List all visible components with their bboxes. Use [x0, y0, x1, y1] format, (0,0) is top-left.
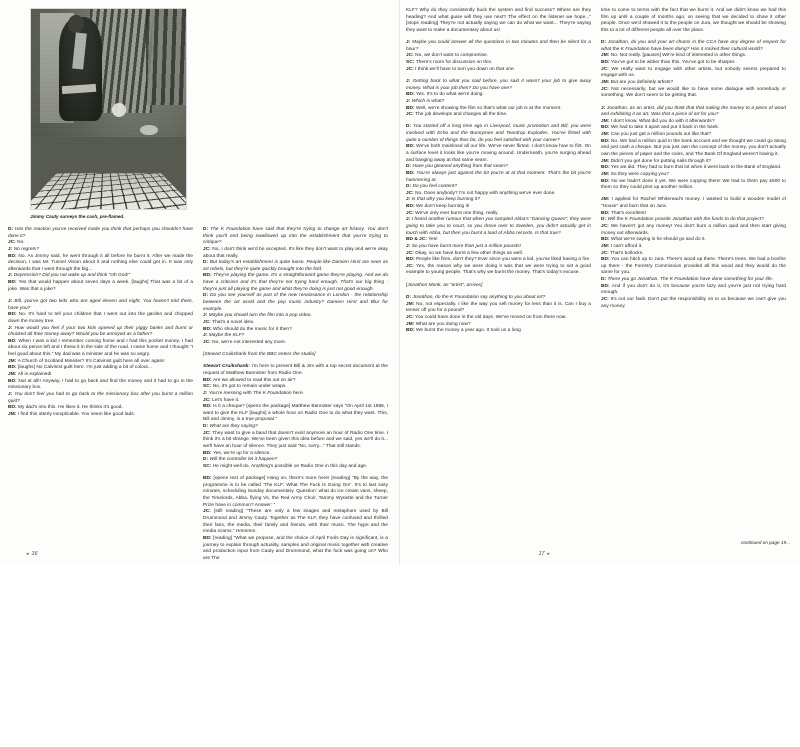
- interview-line: [406, 328, 591, 335]
- speech-text: [Jonathon Monk, an “artist”, arrives]: [406, 282, 483, 288]
- interview-line: [601, 277, 786, 284]
- speaker-label: J:: [406, 197, 412, 203]
- speech-text: We don't keep burning it!: [415, 204, 470, 210]
- speech-text: So they were copying you?: [610, 171, 669, 177]
- interview-line: [601, 224, 786, 237]
- speaker-label: BD:: [601, 178, 612, 184]
- speech-text: Maybe the KLF?: [208, 333, 245, 339]
- text-column-2: [203, 227, 388, 747]
- interview-line: [601, 244, 786, 251]
- speaker-label: JM:: [601, 171, 611, 177]
- speech-text: You're messing with The K Foundation here.: [208, 390, 305, 396]
- speech-text: Has the reaction you've received made you think that perhaps you shouldn't have done it?: [8, 227, 193, 239]
- interview-line: [601, 8, 786, 35]
- speaker-label: Stewart Cruikshank:: [203, 364, 252, 370]
- speech-text: Jonathan, do the K Foundation say anything to you about art?: [412, 294, 546, 300]
- speaker-label: D:: [203, 457, 210, 463]
- speech-text: We've only ever burnt one thing, really.: [415, 210, 499, 216]
- speech-text: That's a novel idea.: [212, 319, 255, 325]
- speaker-label: D:: [601, 277, 608, 283]
- interview-line: [8, 392, 193, 405]
- interview-line: [406, 60, 591, 67]
- interview-line: [406, 40, 591, 53]
- interview-line: [8, 299, 193, 312]
- speaker-label: JC:: [203, 319, 213, 325]
- speech-text: Do you see yourself as part of the new renaissance in London - the relationship between the art world and the pop music industry? Damien Hirst and Blur for example.: [203, 293, 388, 312]
- speech-text: [Stewart Cruikshank from the BBC enters the studio]: [203, 352, 316, 358]
- interview-line: [601, 139, 786, 159]
- speaker-label: JM:: [8, 411, 18, 417]
- speaker-label: D:: [8, 227, 15, 232]
- interview-line: [8, 247, 193, 254]
- interview-line: [601, 67, 786, 80]
- speech-text: I applied for Rachel Whiteread's money. I wanted to build a wooden model of “House” and burn that on Jura.: [601, 197, 786, 210]
- speaker-label: BD:: [601, 257, 612, 263]
- speaker-label: BD:: [203, 326, 213, 332]
- speech-text: I heard another rumour that when you sampled Abba's “Dancing Queen”, they were going to take you to court, so you drove over to Sweden, you didn't actually get in touch with Abba, but then you burnt a load of Abba records. Is that true?: [406, 217, 591, 236]
- speaker-label: JC:: [406, 314, 416, 320]
- speech-text: Can you just get a million pounds out like that?: [610, 132, 712, 138]
- interview-line: [203, 340, 388, 347]
- speaker-label: BD:: [203, 273, 214, 279]
- speaker-label: BD:: [203, 404, 214, 410]
- speech-text: We've both mainlined all our life. We've never flirted. I don't know how to flirt. On a surface level it looks like you're moving around. Underneath, you're surging ahead and banging away at that same seam.: [406, 144, 591, 163]
- speaker-label: JC:: [406, 66, 416, 72]
- interview-line: [601, 40, 786, 53]
- speech-text: Getting back to what you said before, you said it wasn't your job to give away money. What is your job then? Do you have one?: [406, 78, 591, 91]
- interview-line: [406, 237, 591, 244]
- speaker-label: D:: [203, 424, 210, 430]
- speech-text: You started off a long time ago in Liverpool, music promotion and Bill, you were involved with Echo and the Bunnymen and Teardrop Explodes. You've flirted with quite a number of things thus far, do you feel satisfied with your career?: [406, 124, 592, 143]
- speaker-label: JM:: [601, 243, 611, 249]
- interview-line: [8, 339, 193, 359]
- continued-note: continued on page 19...: [741, 540, 790, 545]
- photo-figure: [30, 8, 185, 210]
- speaker-label: BD:: [601, 165, 611, 171]
- interview-line: [406, 8, 591, 35]
- speech-text: No.: [17, 240, 25, 246]
- interview-line: [601, 80, 786, 87]
- speech-text: Will the controller let it happen?: [209, 457, 278, 463]
- speaker-label: JC:: [406, 210, 416, 216]
- speech-text: What are you doing now?: [415, 321, 471, 327]
- speaker-label: JM:: [601, 53, 611, 59]
- interview-line: [601, 179, 786, 192]
- speech-text: Yes!: [428, 237, 438, 243]
- speaker-label: J:: [601, 105, 607, 111]
- interview-line: [601, 106, 786, 119]
- speaker-label: J:: [8, 391, 15, 397]
- speech-text: No, I don't think we'd be accepted. It's like they don't want to play and we're okay about that really.: [203, 246, 388, 259]
- speech-text: You're always just against the bit you're at at that moment. That's the bit you're hammering at.: [406, 170, 591, 183]
- speaker-label: J:: [406, 98, 412, 104]
- speaker-label: BD:: [8, 338, 19, 344]
- speaker-label: D:: [406, 124, 414, 130]
- speaker-label: BD:: [406, 328, 416, 334]
- interview-line: [8, 405, 193, 412]
- left-page-columns: [8, 227, 394, 747]
- speaker-label: J:: [203, 333, 209, 339]
- speaker-label: JC:: [601, 297, 611, 303]
- speaker-label: JM:: [406, 301, 417, 307]
- speaker-label: BD:: [601, 125, 611, 131]
- speaker-label: JC:: [406, 263, 417, 269]
- interview-line: [8, 227, 193, 240]
- speaker-label: BD:: [601, 283, 612, 289]
- stage-direction: [406, 283, 591, 290]
- speaker-label: BD:: [8, 253, 19, 259]
- speaker-label: JC:: [406, 250, 416, 256]
- interview-line: [203, 384, 388, 391]
- speech-text: They want to give a band that doesn't exist anymore an hour of Radio One time. I think it's a bit strange. We've been given this idea before and we said, yes we'll do it... we'll have an hour of silence. They just said “No, sorry...” That still stands.: [203, 430, 388, 450]
- interview-line: [8, 254, 193, 274]
- interview-line: [406, 124, 591, 144]
- interview-line: [406, 184, 591, 191]
- interview-line: [601, 197, 786, 210]
- speaker-label: D:: [406, 164, 413, 170]
- interview-line: [203, 273, 388, 293]
- left-page: [0, 0, 400, 565]
- speech-text: No, it's got to remain under wraps.: [212, 384, 287, 390]
- interview-line: [8, 240, 193, 247]
- speech-text: [reading] “What we propose, and the choice of April Fools Day is significant, is a journey to explain through actuality, samples and original music together with creative and production input from Cauty and Drummond, what the fuck was going on? Who are The: [203, 535, 388, 561]
- speaker-label: JM:: [601, 158, 611, 164]
- speaker-label: SC:: [203, 384, 213, 390]
- speech-text: Will the K Foundation provide Jonathan with the funds to do that project?: [607, 217, 764, 223]
- speech-text: No. It's hard to tell your children that I went out into the garden and chopped down the money tree.: [8, 312, 194, 324]
- interview-line: [203, 227, 388, 247]
- speaker-label: D:: [203, 260, 210, 266]
- speech-text: Didn't you get done for putting nails through it?: [610, 158, 712, 164]
- speech-text: Yes, the reason why we were doing it was that we were trying to set a good example to young people. That's why we burnt the money. That's today's excuse.: [406, 263, 591, 276]
- interview-line: [203, 457, 388, 464]
- right-page: [400, 0, 800, 565]
- speaker-label: D:: [406, 294, 413, 300]
- speaker-label: D:: [601, 217, 608, 223]
- interview-line: [8, 379, 193, 392]
- interview-line: [601, 165, 786, 172]
- speech-text: Yes. It's to do what we're doing.: [415, 92, 484, 98]
- speaker-label: J:: [203, 390, 209, 396]
- speech-text: He might well do. Anything's possible on Radio One in this day and age.: [212, 463, 368, 469]
- speech-text: You could have done in the old days. We've moved on from there now.: [415, 314, 567, 320]
- right-page-number: 17: [538, 551, 545, 557]
- speech-text: time to come to terms with the fact that we burnt it. And we didn't know we had this film up until a couple of months ago, on seeing that we decided to show it other people. Once we'd showed it to the people on Jura, we thought we should be showing this to a lot of different people all over the place.: [601, 8, 786, 33]
- speaker-label: J:: [8, 246, 14, 252]
- interview-line: [203, 333, 388, 340]
- left-folio: [26, 551, 38, 557]
- speaker-label: BD:: [8, 312, 19, 318]
- speech-text: We had to take it apart and put it back in the bank.: [610, 125, 720, 131]
- speaker-label: J:: [8, 325, 15, 331]
- speaker-label: BD & JC:: [406, 237, 429, 243]
- speaker-label: J:: [406, 78, 413, 84]
- speech-text: What are they saying?: [209, 424, 258, 430]
- speech-text: So you have burnt more than just a million pounds!: [411, 243, 521, 249]
- interview-line: [406, 79, 591, 92]
- speaker-label: BD:: [406, 257, 416, 263]
- speech-text: Well, we're showing the film so that's what our job is at the moment.: [415, 105, 562, 111]
- interview-line: [203, 293, 388, 313]
- speaker-label: BD:: [406, 105, 416, 111]
- speaker-label: BD:: [203, 535, 214, 541]
- interview-line: [203, 364, 388, 377]
- speaker-label: J:: [406, 243, 412, 249]
- interview-line: [601, 217, 786, 224]
- speech-text: No regrets?: [13, 246, 40, 252]
- speaker-label: JM:: [8, 372, 18, 378]
- speech-text: But today's art establishment is quite loose. People like Damien Hirst are seen as art rebels, but they're quite quickly brought into the fold.: [203, 260, 388, 272]
- interview-line: [203, 391, 388, 398]
- interview-line: [406, 295, 591, 302]
- right-folio: [538, 551, 550, 557]
- speech-text: Is that why you keep burning it?: [411, 197, 481, 203]
- speech-text: That's excellent!: [610, 210, 646, 216]
- speaker-label: BD:: [601, 210, 611, 216]
- speaker-label: JC:: [203, 430, 213, 436]
- speaker-label: BD:: [203, 450, 213, 456]
- speaker-label: JC:: [8, 240, 18, 246]
- speech-text: The K Foundation have said that they're trying to change art history. You don't think you'll end being swallowed up into the establishment that you're trying to critique?: [203, 227, 388, 246]
- speech-text: No. As Jimmy said, he went through it all before he burnt it. After we made the decision, I was Mr. Tunnel Vision about it and nothing else could get in. It was only afterwards that I went through the big...: [8, 253, 193, 272]
- speech-text: Let's have it.: [212, 397, 240, 403]
- interview-line: [601, 132, 786, 139]
- speaker-label: BD:: [406, 204, 416, 210]
- speaker-label: BD:: [601, 60, 611, 66]
- speech-text: Is it a cheque? [opens the package] Matthew Bannister says “On April 1st 1996, I want to give the KLF [laughs] a whole hour on Radio One to do what they want. This, Bill and Jimmy, is a true proposal.”: [203, 404, 389, 423]
- speech-text: Depression? Did you not wake up and think “Oh God!”: [13, 273, 131, 279]
- speaker-label: J:: [406, 40, 413, 46]
- speech-text: How would you feel if your two kids opened up their piggy banks and burnt or chucked all their money away? Would you be annoyed as a father?: [8, 325, 194, 338]
- speaker-label: D:: [601, 40, 608, 46]
- speech-text: Maybe you should turn the film into a pop video.: [208, 313, 312, 319]
- interview-line: [203, 247, 388, 260]
- speech-text: [opens rest of package] Hang on, there's more here! [reading] “By the way, the programme is to be called ‘The KLF: What The Fuck Is Going On!’. It's to last sixty minutes, scheduling Sunday documentary. Question: what do ice cream vans, sheep, the Timelords, Abba, flying Vs, the Red Army Choir, Tammy Wynette and the Turner Prize have in common? Answer: ”: [203, 476, 389, 508]
- speech-text: No, we don't want to compromise.: [415, 53, 489, 59]
- speaker-label: JM:: [406, 321, 416, 327]
- speech-text: All is explained!: [17, 372, 52, 378]
- speaker-label: JM:: [601, 80, 611, 85]
- speaker-label: BD:: [406, 92, 416, 98]
- speaker-label: SC:: [406, 60, 416, 66]
- interview-line: [406, 99, 591, 106]
- interview-line: [406, 315, 591, 322]
- speech-text: Okay, so we have burnt a few other things as well.: [415, 250, 524, 256]
- interview-line: [203, 476, 388, 509]
- speaker-label: JC:: [601, 66, 612, 72]
- interview-line: [601, 297, 786, 310]
- speech-text: No, we're not interested any more.: [212, 339, 287, 345]
- speech-text: When I was a kid I remember coming home and I had this pocket money. I had about six pence left and I threw it in the side of the road. I came home and I thought “I feel good about this.” My dad was a minister and he was so angry.: [8, 338, 194, 358]
- interview-line: [601, 237, 786, 244]
- interview-line: [203, 536, 388, 563]
- speech-text: We burnt the money a year ago. It took us a long: [415, 328, 521, 334]
- speaker-label: JC:: [203, 397, 213, 403]
- interview-line: [601, 87, 786, 100]
- photo-jimmy-cauty-cash: [30, 8, 187, 210]
- speech-text: You don't feel you had to go back to the missionary box after you burnt a million quid?: [8, 391, 193, 404]
- speaker-label: BD:: [8, 378, 19, 384]
- speech-text: I find this utterly inexplicable. You seem like good lads.: [17, 411, 136, 417]
- interview-line: [406, 67, 591, 74]
- speaker-label: J:: [406, 217, 412, 223]
- interview-line: [406, 204, 591, 211]
- interview-line: [406, 302, 591, 315]
- speech-text: Have you gleaned anything from that seam?: [412, 164, 508, 170]
- speech-text: Jonathan, as an artist, did you think that that nailing the money to a piece of wood and exhibiting it as art. Was that a piece of art for you?: [601, 105, 786, 118]
- interview-line: [406, 171, 591, 184]
- interview-line: [406, 244, 591, 251]
- speaker-label: BD:: [8, 405, 18, 411]
- speech-text: Not necessarily, but we would like to have some dialogue with somebody or something. We don't seem to be getting that.: [601, 86, 786, 99]
- speech-text: Which is what?: [411, 98, 445, 104]
- speech-text: Yes we did. They had to burn that lot when it went back to the Bank of England.: [610, 165, 782, 171]
- speech-text: You've got to be wittier than this. You've got to be sharper.: [610, 60, 736, 66]
- speech-text: They're playing the game. It's a straightforward game they're playing. And we do have a criticism and it's that they're not trying hard enough. That's our big thing - they're just all playing the game and what they're doing is just not good enough.: [203, 273, 389, 292]
- speech-text: A Church of Scotland Minister? It's Calvinist guilt here all over again!: [17, 358, 165, 364]
- speaker-label: JC:: [203, 246, 213, 252]
- speech-text: There's room for discussion on this.: [415, 60, 493, 66]
- interview-line: [203, 404, 388, 424]
- speech-text: It's not our fault. Don't put the responsibility on to us because we can't give you any money.: [601, 297, 786, 309]
- speech-text: [still reading] “These are only a few images and metaphors used by Bill Drummond and Jimmy Cauty. Together as The KLF, they have confused and thrilled their fans, the media, their family and friends, with their music. The hype and the media scams.” Hmmmm.: [203, 509, 388, 535]
- speech-text: Yes, we're up for a silence.: [212, 450, 271, 456]
- speaker-label: JC:: [406, 190, 416, 196]
- speaker-label: JC:: [601, 250, 611, 256]
- interview-line: [601, 172, 786, 179]
- speaker-label: JC:: [601, 86, 612, 92]
- interview-line: [406, 144, 591, 164]
- interview-line: [406, 164, 591, 171]
- speaker-label: BD:: [406, 170, 417, 176]
- speech-text: No. We had a million quid in the bank account and we thought we could go along and just cash a cheque. But you just own the concept of the money, you don't actually own the pieces of paper and the coins, and The Bank Of England weren't having it.: [601, 138, 787, 157]
- speaker-label: BD:: [203, 377, 213, 383]
- speaker-label: D:: [203, 293, 211, 299]
- speaker-label: JM:: [601, 132, 611, 138]
- speech-text: Bill, you've got two kids who are aged eleven and eight. You haven't told them, have you?: [8, 299, 194, 311]
- interview-line: [406, 257, 591, 264]
- speech-text: People like fires, don't they? Ever since you were a kid, you've liked having a fire.: [415, 257, 591, 263]
- speech-text: [laughs] No Calvinist guilt here. I'm just adding a bit of colour...: [17, 365, 152, 371]
- speaker-label: JM:: [601, 118, 611, 124]
- text-column-1: [8, 227, 193, 747]
- speaker-label: BD:: [601, 138, 612, 144]
- interview-line: [406, 217, 591, 237]
- speaker-label: JC:: [406, 53, 416, 59]
- left-arrow-icon: ◂: [26, 551, 29, 557]
- speaker-label: SC:: [203, 463, 213, 469]
- speech-text: What we're saying is he should go and do it.: [610, 237, 706, 243]
- speaker-label: JC:: [203, 509, 214, 515]
- speech-text: The job develops and changes all the time.: [415, 112, 508, 118]
- speech-text: I don't know. What did you do with it afterwards?: [610, 118, 715, 124]
- speaker-label: J:: [8, 299, 15, 304]
- speech-text: We haven't got any money! You don't burn a million quid and then start giving money out afterwards.: [601, 224, 786, 236]
- speech-text: No we hadn't done it yet. We were copying them! We had to them pay £500 to them so they could print up another million.: [601, 178, 786, 191]
- photo-halftone-grain: [31, 9, 186, 209]
- interview-line: [406, 92, 591, 99]
- speaker-label: JC:: [203, 339, 213, 345]
- speaker-label: BD:: [601, 237, 611, 243]
- interview-line: [406, 112, 591, 119]
- interview-line: [601, 257, 786, 277]
- speaker-label: BD:: [203, 476, 214, 482]
- speaker-label: JM:: [8, 358, 18, 364]
- speech-text: Not at all!! Anyway, I had to go back and find the money and it had to go in the missionary box.: [8, 378, 193, 391]
- speaker-label: D:: [203, 227, 211, 232]
- text-column-3: [406, 8, 591, 528]
- interview-line: [203, 509, 388, 536]
- photo-caption: Jimmy Cauty surveys the cash, pre-flamed.: [30, 214, 125, 219]
- speech-text: Maybe you could answer all the questions in two minutes and then be silent for a hour?: [406, 40, 591, 52]
- speech-text: Jonathan, do you and your art chums in the CCA have any degree of respect for what the K Foundation have been doing? Has it rocked their cultural world?: [601, 40, 786, 52]
- interview-line: [601, 284, 786, 297]
- speech-text: No. Does anybody? I'm not happy with anything we've ever done.: [415, 190, 556, 196]
- interview-line: [203, 424, 388, 431]
- speaker-label: JM:: [601, 197, 612, 203]
- speaker-label: BD:: [8, 280, 19, 286]
- interview-line: [203, 320, 388, 327]
- speech-text: KLF? Why do they consistently buck the system and find success? Where are they heading? And what guise will they use next? The effect on the listener we hope...” [stops reading] They're not actually saying we can do what we want... They're saying they want to make a documentary about us!: [406, 8, 591, 33]
- speech-text: You can hitch up to Jura. There's wood up there. There's trees. We had a bonfire up there - the Forestry Commission provided all this wood and they would do the same for you.: [601, 257, 786, 276]
- interview-line: [8, 326, 193, 339]
- interview-line: [203, 431, 388, 451]
- speaker-label: JC:: [406, 112, 416, 118]
- speaker-label: D:: [406, 184, 413, 190]
- interview-line: [601, 60, 786, 67]
- speech-text: No. Not really. [pauses] We're kind of interested in other things.: [610, 53, 747, 59]
- right-page-columns: [406, 8, 792, 528]
- speaker-label: BD:: [406, 144, 417, 150]
- speech-text: I think we'll have to turn you down on that one.: [415, 66, 516, 72]
- stage-direction: [203, 352, 388, 359]
- speech-text: My dad's into this. He likes it. He thinks it's good.: [17, 405, 123, 411]
- interview-line: [406, 264, 591, 277]
- speech-text: Are we allowed to read this out on air?: [212, 377, 296, 383]
- left-page-number: 16: [31, 551, 38, 557]
- speech-text: No, not especially. I like the way you sell money for less than it is. Can I buy a tenner off you for a pound?: [406, 301, 591, 314]
- interview-line: [203, 260, 388, 273]
- speech-text: Do you feel content?: [412, 184, 458, 190]
- speaker-label: BD:: [8, 365, 18, 371]
- speech-text: I can't afford it.: [610, 243, 643, 249]
- speech-text: Yes that would happen about seven days a week. [laughs] That was a bit of a joke. Was that a joke?: [8, 280, 194, 292]
- interview-line: [203, 464, 388, 471]
- speaker-label: J:: [8, 273, 14, 279]
- speech-text: We really want to engage with other artists, but nobody seems prepared to engage with us.: [601, 66, 786, 79]
- speech-text: I'm here to present Bill & Jim with a top secret document at the request of Matthew Bannister from Radio One.: [203, 364, 388, 376]
- interview-line: [8, 412, 193, 419]
- speech-text: Who should do the music for it then?: [212, 326, 292, 332]
- interview-line: [8, 312, 193, 325]
- text-column-4: [601, 8, 786, 528]
- interview-line: [8, 280, 193, 293]
- speaker-label: J:: [203, 313, 209, 319]
- right-arrow-icon: ▸: [547, 551, 550, 557]
- speech-text: There you go Jonathan. The K Foundation have done something for your life.: [607, 277, 774, 283]
- interview-line: [203, 313, 388, 320]
- speech-text: But are you definitely artists?: [610, 80, 674, 85]
- interview-line: [8, 372, 193, 379]
- speech-text: And if you don't do it, it's because you're lazy and you're just not trying hard enough.: [601, 283, 786, 296]
- speech-text: That's bollocks.: [610, 250, 644, 256]
- speaker-label: JC:: [601, 224, 611, 229]
